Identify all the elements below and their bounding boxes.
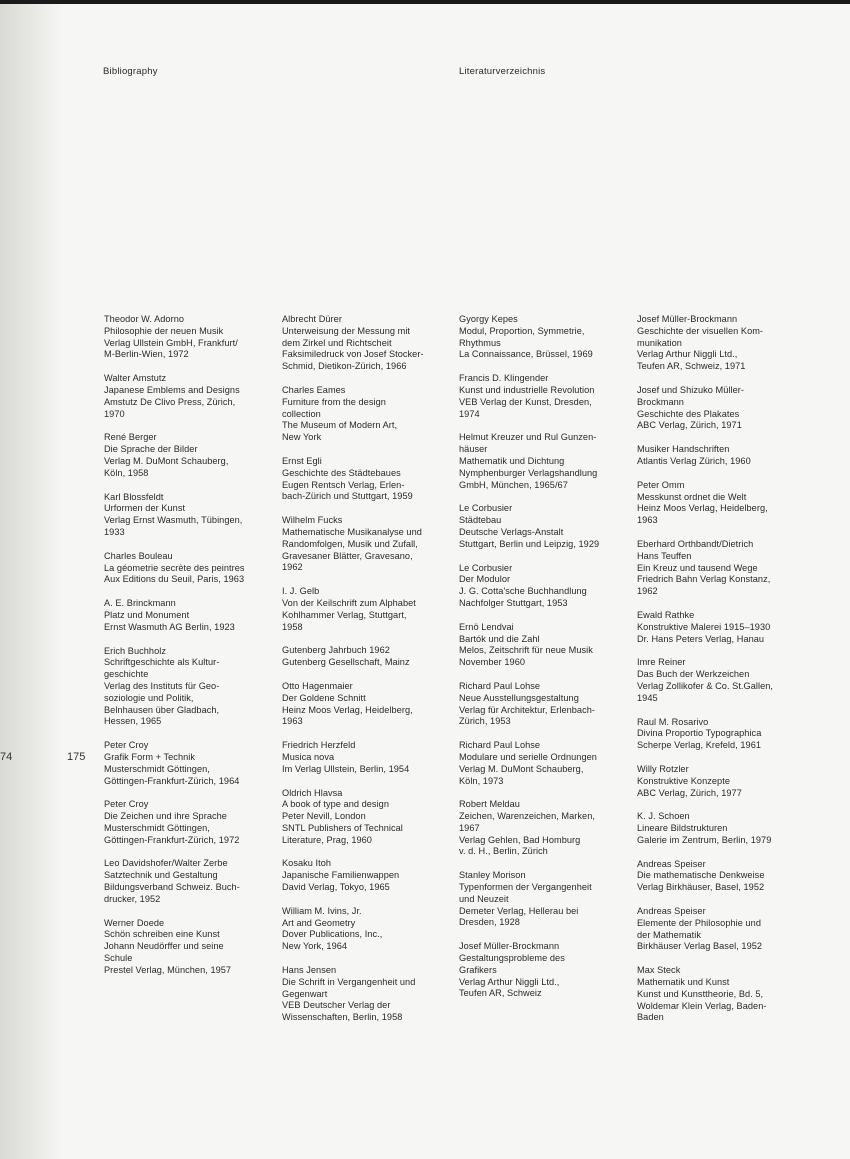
entry-detail-line: soziologie und Politik, [104, 692, 194, 703]
entry-author: Werner Doede [104, 917, 165, 928]
entry-detail-line: Nachfolger Stuttgart, 1953 [459, 597, 568, 608]
entry-author: Ernö Lendvai [459, 621, 514, 632]
bibliography-column-3 [459, 314, 631, 1012]
bibliography-entry [104, 740, 276, 787]
entry-detail-line: drucker, 1952 [104, 893, 161, 904]
entry-detail-line: 1962 [282, 562, 303, 573]
entry-detail-line: Verlag Gehlen, Bad Homburg [459, 834, 581, 845]
bibliography-column-2 [282, 314, 454, 1036]
bibliography-entry [637, 811, 809, 846]
bibliography-entry [637, 859, 809, 894]
entry-detail-line: collection [282, 408, 321, 419]
bibliography-entry [459, 373, 631, 420]
entry-author: Francis D. Klingender [459, 373, 549, 384]
entry-author: Charles Bouleau [104, 550, 173, 561]
bibliography-entry [282, 906, 454, 953]
entry-detail-line: Philosophie der neuen Musik [104, 325, 224, 336]
entry-author: Peter Croy [104, 799, 149, 810]
entry-detail-line: Zürich, 1953 [459, 716, 511, 727]
entry-detail-line: Musica nova [282, 751, 335, 762]
bibliography-entry [459, 740, 631, 787]
entry-detail-line: Kunst und Kunsttheorie, Bd. 5, [637, 988, 764, 999]
entry-author: Richard Paul Lohse [459, 680, 541, 691]
bibliography-entry [637, 480, 809, 527]
entry-detail-line: New York, 1964 [282, 941, 348, 952]
entry-detail-line: Mathematische Musikanalyse und [282, 526, 422, 537]
entry-author: Gyorgy Kepes [459, 314, 518, 324]
entry-author: Robert Meldau [459, 799, 520, 810]
entry-detail-line: Birkhäuser Verlag Basel, 1952 [637, 941, 763, 952]
entry-author: Otto Hagenmaier [282, 680, 353, 691]
bibliography-entry [637, 610, 809, 645]
bibliography-entry [637, 539, 809, 598]
page-number-right: 175 [67, 751, 86, 763]
entry-detail-line: 1963 [282, 716, 303, 727]
entry-detail-line: Verlag Ullstein GmbH, Frankfurt/ [104, 337, 238, 348]
bibliography-entry [459, 503, 631, 550]
entry-detail-line: Mathematik und Kunst [637, 977, 730, 988]
entry-detail-line: Rhythmus [459, 337, 501, 348]
entry-detail-line: Gravesaner Blätter, Gravesano, [282, 550, 413, 561]
entry-detail-line: Galerie im Zentrum, Berlin, 1979 [637, 834, 772, 845]
entry-detail-line: 1958 [282, 621, 303, 632]
entry-detail-line: New York [282, 432, 322, 443]
entry-detail-line: Gegenwart [282, 988, 328, 999]
entry-detail-line: Musterschmidt Göttingen, [104, 822, 210, 833]
entry-detail-line: Woldemar Klein Verlag, Baden- [637, 1000, 767, 1011]
entry-detail-line: geschichte [104, 669, 149, 680]
entry-detail-line: Elemente der Philosophie und [637, 917, 761, 928]
bibliography-entry [637, 385, 809, 432]
entry-detail-line: ABC Verlag, Zürich, 1971 [637, 420, 742, 431]
entry-detail-line: Randomfolgen, Musik und Zufall, [282, 538, 418, 549]
entry-detail-line: Das Buch der Werkzeichen [637, 669, 750, 680]
entry-detail-line: Köln, 1958 [104, 467, 149, 478]
entry-detail-line: Grafikers [459, 964, 497, 975]
entry-detail-line: Schule [104, 953, 133, 964]
bibliography-entry [637, 764, 809, 799]
entry-detail-line: Modulare und serielle Ordnungen [459, 751, 597, 762]
entry-detail-line: Dover Publications, Inc., [282, 929, 383, 940]
entry-detail-line: M-Berlin-Wien, 1972 [104, 349, 189, 360]
entry-detail-line: Göttingen-Frankfurt-Zürich, 1964 [104, 775, 240, 786]
entry-detail-line: Unterweisung der Messung mit [282, 325, 411, 336]
bibliography-entry [282, 858, 454, 893]
entry-detail-line: Der Modulor [459, 574, 511, 585]
entry-author: Ernst Egli [282, 455, 322, 466]
bibliography-entry [637, 717, 809, 752]
entry-detail-line: 1970 [104, 408, 125, 419]
entry-detail-line: Peter Nevill, London [282, 811, 366, 822]
entry-detail-line: Art and Geometry [282, 917, 356, 928]
entry-author: Josef und Shizuko Müller- [637, 384, 744, 395]
entry-detail-line: Konstruktive Konzepte [637, 775, 730, 786]
bibliography-entry [459, 314, 631, 361]
entry-detail-line: J. G. Cotta'sche Buchhandlung [459, 586, 587, 597]
bibliography-entry [282, 645, 454, 669]
entry-detail-line: Köln, 1973 [459, 775, 504, 786]
bibliography-entry [282, 788, 454, 847]
entry-detail-line: Eugen Rentsch Verlag, Erlen- [282, 479, 405, 490]
entry-detail-line: Von der Keilschrift zum Alphabet [282, 597, 416, 608]
bibliography-entry [104, 551, 276, 586]
entry-detail-line: 1962 [637, 586, 658, 597]
entry-author: K. J. Schoen [637, 811, 690, 822]
bibliography-entry [282, 385, 454, 444]
entry-author: René Berger [104, 432, 157, 443]
entry-detail-line: Ein Kreuz und tausend Wege [637, 562, 758, 573]
entry-detail-line: Japanese Emblems and Designs [104, 384, 240, 395]
entry-author: Ewald Rathke [637, 609, 695, 620]
book-gutter-shadow [0, 4, 62, 1159]
entry-author: Karl Blossfeldt [104, 491, 164, 502]
bibliography-entry [637, 906, 809, 953]
entry-detail-line: Wissenschaften, Berlin, 1958 [282, 1012, 403, 1023]
bibliography-entry [459, 681, 631, 728]
entry-author: Le Corbusier [459, 562, 513, 573]
entry-author: Raul M. Rosarivo [637, 716, 709, 727]
entry-detail-line: Modul, Proportion, Symmetrie, [459, 325, 585, 336]
entry-author: Albrecht Dürer [282, 314, 342, 324]
entry-detail-line: Göttingen-Frankfurt-Zürich, 1972 [104, 834, 240, 845]
entry-author: Imre Reiner [637, 657, 686, 668]
entry-detail-line: Atlantis Verlag Zürich, 1960 [637, 455, 751, 466]
entry-author: Charles Eames [282, 384, 346, 395]
bibliography-entry [637, 444, 809, 468]
entry-detail-line: A book of type and design [282, 799, 389, 810]
bibliography-entry [104, 598, 276, 633]
bibliography-entry [459, 432, 631, 491]
entry-author: Hans Jensen [282, 965, 337, 976]
bibliography-entry [104, 799, 276, 846]
entry-author: Max Steck [637, 965, 681, 976]
bibliography-entry [282, 740, 454, 775]
entry-detail-line: Baden [637, 1012, 664, 1023]
entry-detail-line: Die Zeichen und ihre Sprache [104, 811, 227, 822]
entry-detail-line: Musterschmidt Göttingen, [104, 763, 210, 774]
entry-detail-line: Typenformen der Vergangenheit [459, 882, 592, 893]
entry-detail-line: Johann Neudörffer und seine [104, 941, 224, 952]
entry-detail-line: 1933 [104, 526, 125, 537]
entry-detail-line: SNTL Publishers of Technical [282, 822, 403, 833]
header-title-german: Literaturverzeichnis [459, 66, 546, 77]
bibliography-entry [104, 314, 276, 361]
entry-detail-line: Verlag des Instituts für Geo- [104, 680, 220, 691]
page-top-edge [0, 0, 850, 4]
entry-detail-line: Der Goldene Schnitt [282, 692, 366, 703]
entry-author: William M. Ivins, Jr. [282, 905, 362, 916]
entry-detail-line: Die Sprache der Bilder [104, 444, 198, 455]
entry-detail-line: Schriftgeschichte als Kultur- [104, 657, 220, 668]
bibliography-entry [282, 586, 454, 633]
entry-detail-line: 1945 [637, 692, 658, 703]
entry-detail-line: Dr. Hans Peters Verlag, Hanau [637, 633, 765, 644]
entry-detail-line: Verlag Arthur Niggli Ltd., [637, 349, 738, 360]
entry-detail-line: 1967 [459, 822, 480, 833]
entry-detail-line: der Mathematik [637, 929, 702, 940]
bibliography-column-1 [104, 314, 276, 989]
entry-author: Erich Buchholz [104, 645, 166, 656]
entry-detail-line: Stuttgart, Berlin und Leipzig, 1929 [459, 538, 600, 549]
entry-author: Musiker Handschriften [637, 444, 730, 455]
entry-detail-line: Geschichte des Plakates [637, 408, 740, 419]
entry-detail-line: Geschichte der visuellen Kom- [637, 325, 764, 336]
bibliography-entry [104, 858, 276, 905]
entry-detail-line: Heinz Moos Verlag, Heidelberg, [637, 503, 768, 514]
entry-detail-line: VEB Verlag der Kunst, Dresden, [459, 396, 592, 407]
entry-author: Helmut Kreuzer und Rul Gunzen- [459, 432, 597, 443]
entry-detail-line: Verlag M. DuMont Schauberg, [104, 455, 229, 466]
entry-detail-line: Messkunst ordnet die Welt [637, 491, 747, 502]
bibliography-entry [459, 799, 631, 858]
bibliography-entry [282, 456, 454, 503]
entry-author: Willy Rotzler [637, 763, 689, 774]
bibliography-entry [104, 492, 276, 539]
entry-detail-line: v. d. H., Berlin, Zürich [459, 846, 548, 857]
entry-detail-line: Im Verlag Ullstein, Berlin, 1954 [282, 763, 410, 774]
bibliography-entry [282, 314, 454, 373]
entry-detail-line: Friedrich Bahn Verlag Konstanz, [637, 574, 771, 585]
entry-detail-line: Belnhausen über Gladbach, [104, 704, 220, 715]
entry-detail-line: ABC Verlag, Zürich, 1977 [637, 787, 742, 798]
entry-detail-line: Kohlhammer Verlag, Stuttgart, [282, 609, 407, 620]
entry-detail-line: Verlag Ernst Wasmuth, Tübingen, [104, 515, 243, 526]
entry-detail-line: dem Zirkel und Richtscheit [282, 337, 392, 348]
bibliography-entry [459, 870, 631, 929]
entry-author: Walter Amstutz [104, 373, 167, 384]
entry-detail-line: Mathematik und Dichtung [459, 455, 565, 466]
entry-author: Andreas Speiser [637, 906, 706, 917]
entry-detail-line: Verlag M. DuMont Schauberg, [459, 763, 584, 774]
entry-detail-line: Deutsche Verlags-Anstalt [459, 526, 564, 537]
entry-author: Andreas Speiser [637, 858, 706, 869]
entry-author: Oldrich Hlavsa [282, 787, 343, 798]
entry-detail-line: Divina Proportio Typographica [637, 728, 762, 739]
entry-detail-line: Melos, Zeitschrift für neue Musik [459, 645, 593, 656]
entry-detail-line: November 1960 [459, 657, 526, 668]
entry-detail-line: bach-Zürich und Stuttgart, 1959 [282, 491, 413, 502]
entry-detail-line: David Verlag, Tokyo, 1965 [282, 882, 390, 893]
bibliography-entry [637, 965, 809, 1024]
entry-detail-line: Lineare Bildstrukturen [637, 823, 728, 834]
entry-author: Peter Croy [104, 740, 149, 751]
entry-detail-line: Neue Ausstellungsgestaltung [459, 692, 579, 703]
bibliography-entry [104, 646, 276, 729]
entry-detail-line: Scherpe Verlag, Krefeld, 1961 [637, 740, 762, 751]
entry-detail-line: Verlag Zollikofer & Co. St.Gallen, [637, 680, 773, 691]
entry-detail-line: Schön schreiben eine Kunst [104, 929, 220, 940]
entry-detail-line: Urformen der Kunst [104, 503, 186, 514]
entry-detail-line: Aux Editions du Seuil, Paris, 1963 [104, 574, 245, 585]
entry-detail-line: Ernst Wasmuth AG Berlin, 1923 [104, 621, 235, 632]
entry-detail-line: GmbH, München, 1965/67 [459, 479, 568, 490]
entry-detail-line: Teufen AR, Schweiz [459, 988, 542, 999]
entry-detail-line: Städtebau [459, 515, 502, 526]
entry-detail-line: Furniture from the design [282, 396, 386, 407]
entry-detail-line: Platz und Monument [104, 609, 190, 620]
bibliography-entry [637, 657, 809, 704]
entry-detail-line: Geschichte des Städtebaues [282, 467, 401, 478]
entry-author: Le Corbusier [459, 503, 513, 514]
entry-detail-line: The Museum of Modern Art, [282, 420, 398, 431]
entry-detail-line: VEB Deutscher Verlag der [282, 1000, 391, 1011]
entry-author: Friedrich Herzfeld [282, 740, 356, 751]
header-title-english: Bibliography [103, 66, 158, 77]
entry-detail-line: Faksimiledruck von Josef Stocker- [282, 349, 424, 360]
entry-detail-line: Die mathematische Denkweise [637, 870, 765, 881]
bibliography-entry [104, 373, 276, 420]
entry-detail-line: La géometrie secrète des peintres [104, 562, 245, 573]
entry-detail-line: 1963 [637, 515, 658, 526]
entry-author: Richard Paul Lohse [459, 740, 541, 751]
entry-detail-line: Grafik Form + Technik [104, 751, 195, 762]
entry-detail-line: Amstutz De Clivo Press, Zürich, [104, 396, 236, 407]
entry-author: A. E. Brinckmann [104, 598, 176, 609]
entry-detail-line: Kunst und industrielle Revolution [459, 384, 595, 395]
bibliography-entry [282, 515, 454, 574]
entry-author: Peter Omm [637, 479, 685, 490]
entry-detail-line: häuser [459, 444, 488, 455]
entry-detail-line: Schmid, Dietikon-Zürich, 1966 [282, 361, 407, 372]
entry-detail-line: Prestel Verlag, München, 1957 [104, 964, 232, 975]
bibliography-entry [637, 314, 809, 373]
entry-detail-line: Brockmann [637, 396, 684, 407]
entry-detail-line: Bildungsverband Schweiz. Buch- [104, 882, 240, 893]
entry-detail-line: Konstruktive Malerei 1915–1930 [637, 621, 771, 632]
entry-author: I. J. Gelb [282, 586, 320, 597]
entry-detail-line: Nymphenburger Verlagshandlung [459, 467, 598, 478]
entry-detail-line: Verlag für Architektur, Erlenbach- [459, 704, 596, 715]
bibliography-entry [459, 563, 631, 610]
entry-detail-line: Satztechnik und Gestaltung [104, 870, 218, 881]
bibliography-entry [282, 681, 454, 728]
entry-detail-line: Dresden, 1928 [459, 917, 520, 928]
entry-author: Leo Davidshofer/Walter Zerbe [104, 858, 228, 869]
entry-detail-line: Zeichen, Warenzeichen, Marken, [459, 811, 595, 822]
page-number-left: 74 [0, 751, 13, 763]
entry-detail-line: Verlag Birkhäuser, Basel, 1952 [637, 882, 765, 893]
entry-detail-line: Bartók und die Zahl [459, 633, 540, 644]
entry-detail-line: munikation [637, 337, 682, 348]
entry-author: Theodor W. Adorno [104, 314, 185, 324]
entry-author: Josef Müller-Brockmann [459, 941, 560, 952]
bibliography-entry [459, 622, 631, 669]
entry-detail-line: Gestaltungsprobleme des [459, 953, 565, 964]
bibliography-column-4 [637, 314, 809, 1036]
bibliography-entry [104, 918, 276, 977]
bibliography-entry [282, 965, 454, 1024]
entry-author: Wilhelm Fucks [282, 515, 343, 526]
entry-detail-line: Teufen AR, Schweiz, 1971 [637, 361, 746, 372]
entry-detail-line: Die Schrift in Vergangenheit und [282, 976, 416, 987]
entry-detail-line: Demeter Verlag, Hellerau bei [459, 905, 579, 916]
entry-detail-line: Verlag Arthur Niggli Ltd., [459, 976, 560, 987]
bibliography-entry [459, 941, 631, 1000]
entry-detail-line: Gutenberg Gesellschaft, Mainz [282, 657, 410, 668]
entry-detail-line: La Connaissance, Brüssel, 1969 [459, 349, 593, 360]
entry-detail-line: Japanische Familienwappen [282, 870, 400, 881]
entry-author: Gutenberg Jahrbuch 1962 [282, 645, 390, 656]
entry-author: Josef Müller-Brockmann [637, 314, 738, 324]
entry-detail-line: Hans Teuffen [637, 550, 692, 561]
entry-author: Stanley Morison [459, 870, 526, 881]
entry-detail-line: und Neuzeit [459, 893, 509, 904]
entry-detail-line: Literature, Prag, 1960 [282, 834, 372, 845]
entry-detail-line: Hessen, 1965 [104, 716, 162, 727]
entry-detail-line: 1974 [459, 408, 480, 419]
entry-author: Kosaku Itoh [282, 858, 332, 869]
entry-detail-line: Heinz Moos Verlag, Heidelberg, [282, 704, 413, 715]
bibliography-entry [104, 432, 276, 479]
entry-author: Eberhard Orthbandt/Dietrich [637, 538, 754, 549]
